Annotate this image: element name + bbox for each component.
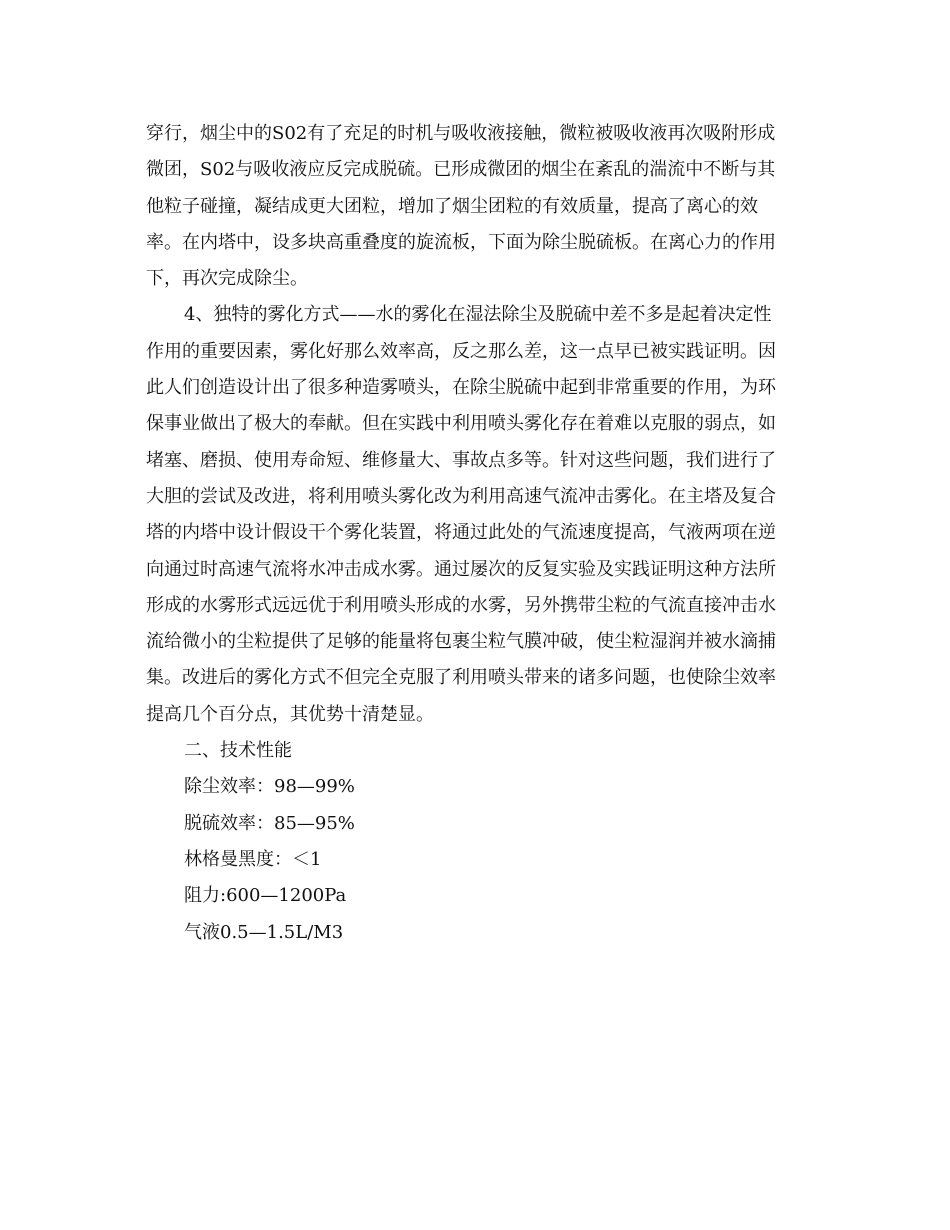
text-line: 4、独特的雾化方式——水的雾化在湿法除尘及脱硫中差不多是起着决定性 [184, 304, 772, 326]
text-line: 作用的重要因素，雾化好那么效率高，反之那么差，这一点早已被实践证明。因 [146, 340, 776, 362]
text-line: 大胆的尝试及改进，将利用喷头雾化改为利用高速气流冲击雾化。在主塔及复合 [146, 485, 776, 507]
text-line: 保事业做出了极大的奉献。但在实践中利用喷头雾化存在着难以克服的弱点，如 [146, 413, 776, 435]
spec-ringelmann-blackness: 林格曼黑度：＜1 [184, 848, 322, 870]
text-line: 率。在内塔中，设多块高重叠度的旋流板，下面为除尘脱硫板。在离心力的作用 [146, 231, 776, 253]
text-line: 穿行，烟尘中的S02有了充足的时机与吸收液接触，微粒被吸收液再次吸附形成 [146, 123, 776, 144]
spec-resistance: 阻力:600—1200Pa [184, 885, 347, 907]
section-heading-technical-performance: 二、技术性能 [184, 740, 292, 762]
document-body [146, 116, 816, 951]
text-line: 向通过时高速气流将水冲击成水雾。通过屡次的反复实验及实践证明这种方法所 [146, 558, 776, 580]
text-line: 流给微小的尘粒提供了足够的能量将包裹尘粒气膜冲破，使尘粒湿润并被水滴捕 [146, 631, 776, 653]
spec-list [146, 769, 816, 950]
spec-dedusting-efficiency: 除尘效率：98—99% [184, 776, 355, 798]
paragraph-centrifugal-dedusting [146, 116, 816, 297]
text-line: 提高几个百分点，其优势十清楚显。 [146, 703, 434, 725]
text-line: 集。改进后的雾化方式不但完全克服了利用喷头带来的诸多问题，也使除尘效率 [146, 667, 776, 689]
text-line: 堵塞、磨损、使用寿命短、维修量大、事故点多等。针对这些问题，我们进行了 [146, 449, 776, 471]
text-line: 此人们创造设计出了很多种造雾喷头，在除尘脱硫中起到非常重要的作用，为环 [146, 377, 776, 399]
text-line: 微团，S02与吸收液应反完成脱硫。已形成微团的烟尘在紊乱的湍流中不断与其 [146, 159, 776, 181]
text-line: 他粒子碰撞，凝结成更大团粒，增加了烟尘团粒的有效质量，提高了离心的效 [146, 195, 758, 217]
text-line: 下，再次完成除尘。 [146, 268, 308, 290]
text-line: 塔的内塔中设计假设干个雾化装置，将通过此处的气流速度提高，气液两项在逆 [146, 522, 776, 544]
text-line: 形成的水雾形式远远优于利用喷头形成的水雾，另外携带尘粒的气流直接冲击水 [146, 594, 776, 616]
spec-liquid-gas-ratio: 气液0.5—1.5L/M3 [184, 921, 344, 943]
spec-desulfurization-efficiency: 脱硫效率：85—95% [184, 812, 355, 834]
paragraph-atomization-method [146, 297, 816, 733]
